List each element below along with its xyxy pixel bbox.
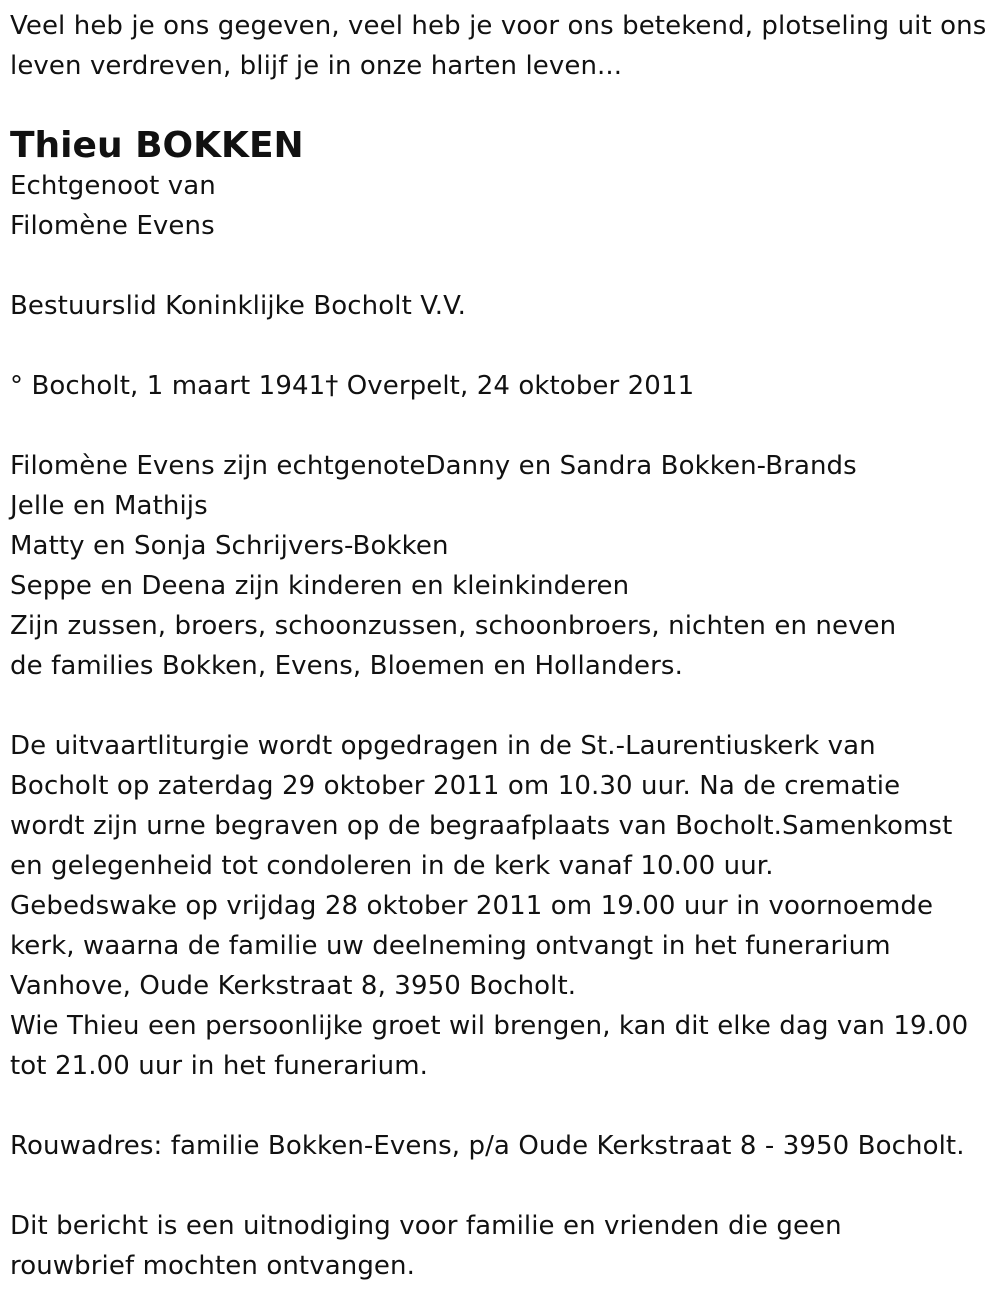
poem-line: Veel heb je ons gegeven, veel heb je voor ons betekend, plotseling uit ons [10,11,987,41]
family-list [10,446,1000,686]
spouse-line: Echtgenoot van [10,171,216,201]
deceased-name: Thieu BOKKEN [10,125,304,166]
spouse-info [10,166,1000,246]
birth-death-dates: ° Bocholt, 1 maart 1941† Overpelt, 24 oktober 2011 [10,371,695,401]
role-line: Bestuurslid Koninklijke Bocholt V.V. [10,291,467,321]
family-line: Matty en Sonja Schrijvers-Bokken [10,531,449,561]
note-line: rouwbrief mochten ontvangen. [10,1251,415,1281]
invitation-note [10,1206,1000,1286]
spacer [10,326,1000,366]
spacer [10,1086,1000,1126]
ceremony-details [10,726,1000,1086]
memorial-poem [10,6,1000,86]
family-line: Jelle en Mathijs [10,491,208,521]
ceremony-line: Vanhove, Oude Kerkstraat 8, 3950 Bocholt. [10,971,577,1001]
spacer [10,686,1000,726]
family-line: de families Bokken, Evens, Bloemen en Hollanders. [10,651,683,681]
family-line: Seppe en Deena zijn kinderen en kleinkinderen [10,571,630,601]
spacer [10,406,1000,446]
spacer [10,246,1000,286]
ceremony-line: Wie Thieu een persoonlijke groet wil brengen, kan dit elke dag van 19.00 [10,1011,969,1041]
family-line: Zijn zussen, broers, schoonzussen, schoonbroers, nichten en neven [10,611,897,641]
mourning-address: Rouwadres: familie Bokken-Evens, p/a Oude Kerkstraat 8 - 3950 Bocholt. [10,1131,965,1161]
ceremony-line: kerk, waarna de familie uw deelneming ontvangt in het funerarium [10,931,891,961]
ceremony-line: en gelegenheid tot condoleren in de kerk vanaf 10.00 uur. [10,851,774,881]
note-line: Dit bericht is een uitnodiging voor familie en vrienden die geen [10,1211,842,1241]
ceremony-line: tot 21.00 uur in het funerarium. [10,1051,428,1081]
spouse-line: Filomène Evens [10,211,215,241]
spacer [10,1166,1000,1206]
poem-line: leven verdreven, blijf je in onze harten leven... [10,51,623,81]
ceremony-line: wordt zijn urne begraven op de begraafplaats van Bocholt.Samenkomst [10,811,953,841]
family-line: Filomène Evens zijn echtgenoteDanny en Sandra Bokken-Brands [10,451,857,481]
ceremony-line: De uitvaartliturgie wordt opgedragen in de St.-Laurentiuskerk van [10,731,876,761]
ceremony-line: Gebedswake op vrijdag 28 oktober 2011 om 19.00 uur in voornoemde [10,891,934,921]
ceremony-line: Bocholt op zaterdag 29 oktober 2011 om 10.30 uur. Na de crematie [10,771,901,801]
